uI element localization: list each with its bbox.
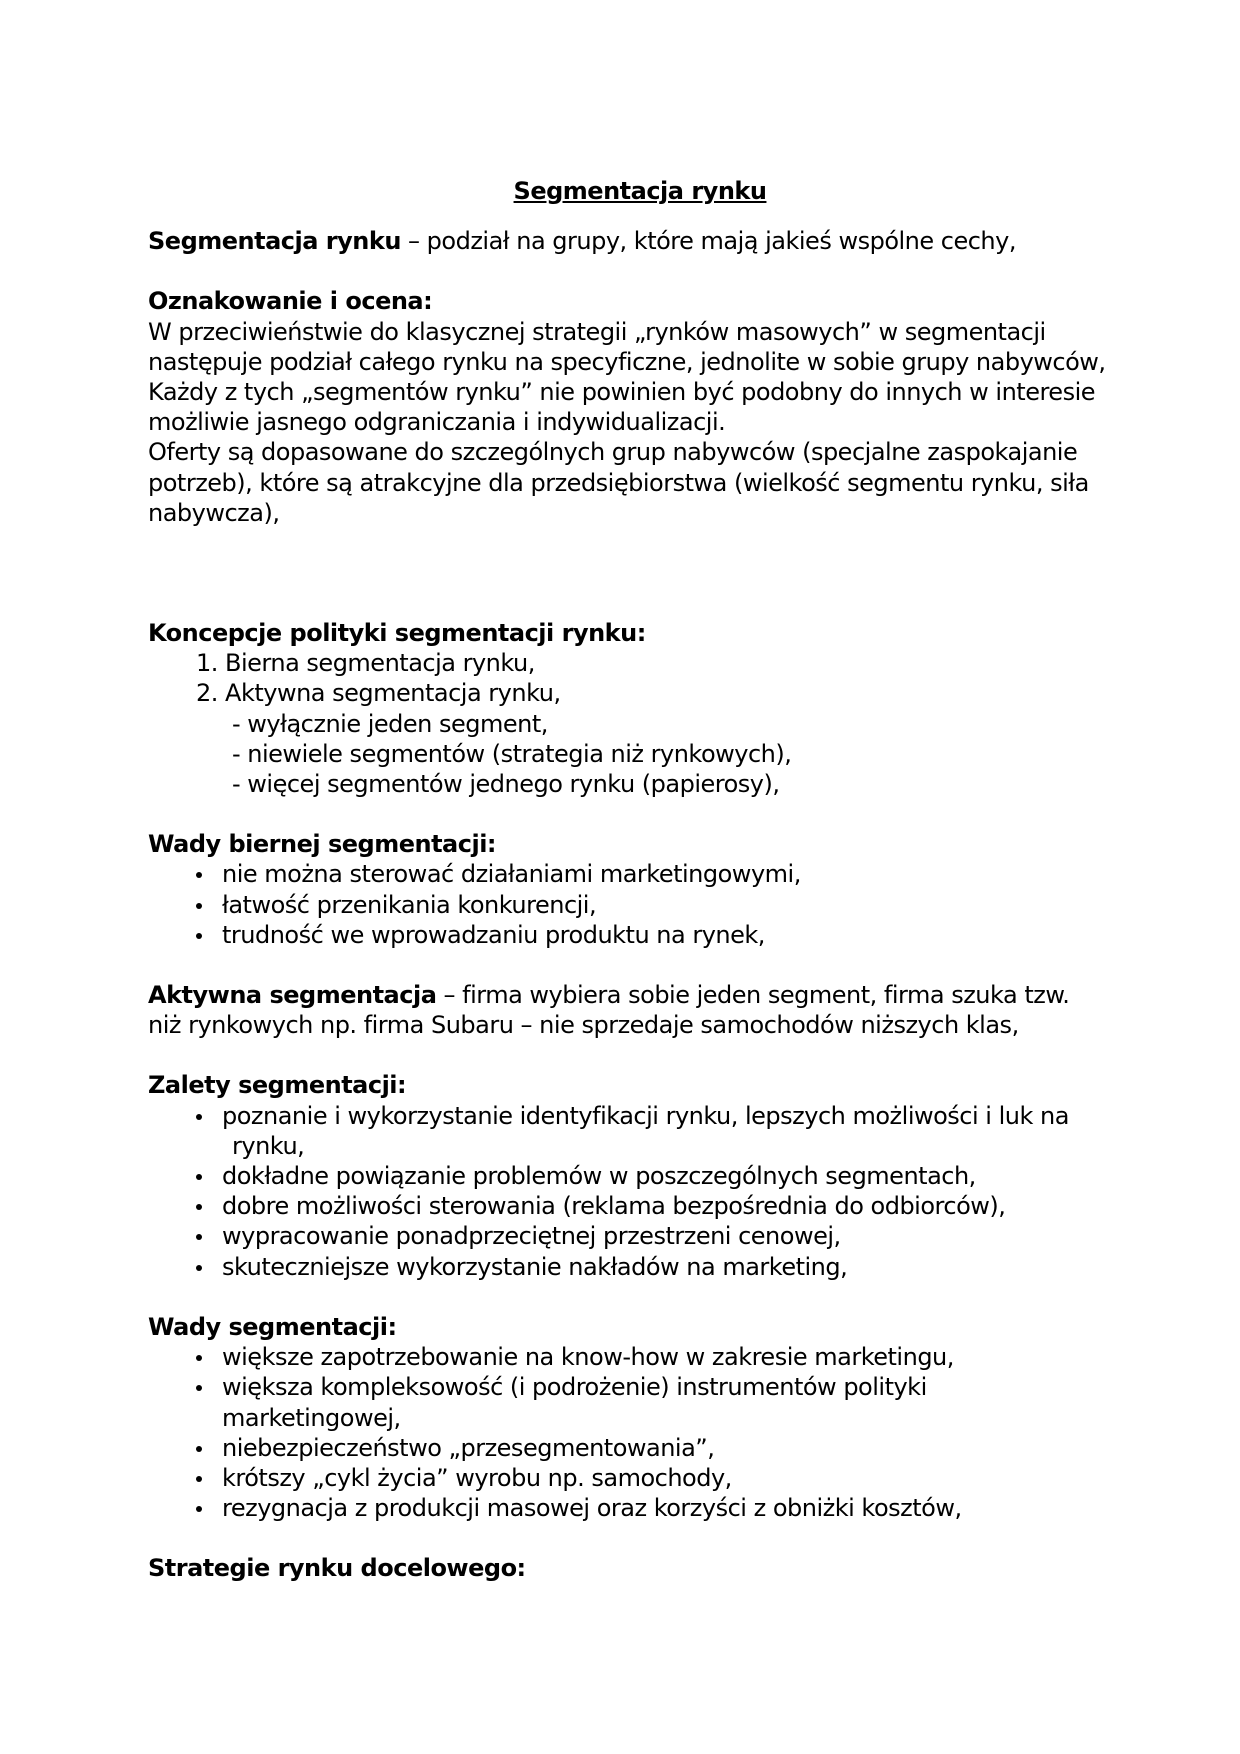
bullet-icon [196, 1506, 202, 1512]
document-title: Segmentacja rynku [513, 177, 767, 205]
list-item: 2. Aktywna segmentacja rynku, [196, 679, 561, 708]
oznakowanie-paragraph-2: Oferty są dopasowane do szczególnych grup nabywców (specjalne zaspokajanie potrzeb), które są atrakcyjne dla przedsiębiorstwa (wielkość segmentu rynku, siła nabywcza), [148, 438, 1089, 527]
bullet-icon [196, 1385, 202, 1391]
koncepcje-sublist [148, 709, 1108, 800]
bullet-icon [196, 1476, 202, 1482]
list-item: łatwość przenikania konkurencji, [192, 890, 1108, 920]
list-item: dobre możliwości sterowania (reklama bezpośrednia do odbiorców), [192, 1191, 1108, 1221]
list-item: nie można sterować działaniami marketingowymi, [192, 859, 1108, 889]
list-item: rezygnacja z produkcji masowej oraz korzyści z obniżki kosztów, [192, 1493, 1108, 1523]
bullet-icon [196, 1234, 202, 1240]
bullet-icon [196, 933, 202, 939]
bullet-icon [196, 1114, 202, 1120]
wady-heading: Wady segmentacji: [148, 1312, 397, 1341]
definition-term: Segmentacja rynku [148, 227, 401, 256]
oznakowanie-heading: Oznakowanie i ocena: [148, 287, 433, 316]
definition-text: – podział na grupy, które mają jakieś wspólne cechy, [400, 227, 1016, 256]
bullet-icon [196, 1204, 202, 1210]
bullet-icon [196, 903, 202, 909]
wady-biernej-heading: Wady biernej segmentacji: [148, 830, 497, 859]
bullet-icon [196, 872, 202, 878]
aktywna-term: Aktywna segmentacja [148, 981, 437, 1010]
koncepcje-heading: Koncepcje polityki segmentacji rynku: [148, 619, 646, 648]
strategie-heading: Strategie rynku docelowego: [148, 1554, 526, 1583]
aktywna-text: – firma wybiera sobie jeden segment, firma szuka tzw. niż rynkowych np. firma Subaru – nie sprzedaje samochodów niższych klas, [148, 981, 1070, 1040]
aktywna-paragraph [148, 980, 1108, 1040]
list-item: poznanie i wykorzystanie identyfikacji rynku, lepszych możliwości i luk na rynku, [192, 1101, 1108, 1161]
list-item: niebezpieczeństwo „przesegmentowania”, [192, 1433, 1108, 1463]
oznakowanie-paragraph-1: W przeciwieństwie do klasycznej strategii „rynków masowych” w segmentacji następuje podział całego rynku na specyficzne, jednolite w sobie grupy nabywców, Każdy z tych „segmentów rynku” nie powinien być podobny do innych w interesie możliwie jasnego odgraniczania i indywidualizacji. [148, 317, 1106, 437]
document-page [148, 176, 1108, 1584]
list-item: większe zapotrzebowanie na know-how w zakresie marketingu, [192, 1342, 1108, 1372]
list-item: dokładne powiązanie problemów w poszczególnych segmentach, [192, 1161, 1108, 1191]
list-item: - wyłącznie jeden segment, [232, 709, 548, 738]
list-item: - więcej segmentów jednego rynku (papierosy), [232, 770, 780, 799]
list-item: krótszy „cykl życia” wyrobu np. samochody, [192, 1463, 1108, 1493]
list-item: - niewiele segmentów (strategia niż rynkowych), [232, 739, 792, 768]
list-item: wypracowanie ponadprzeciętnej przestrzeni cenowej, [192, 1221, 1108, 1251]
definition-paragraph [148, 226, 1108, 256]
list-item: skuteczniejsze wykorzystanie nakładów na marketing, [192, 1252, 1108, 1282]
list-item: większa kompleksowość (i podrożenie) instrumentów polityki marketingowej, [192, 1372, 1108, 1432]
zalety-heading: Zalety segmentacji: [148, 1071, 407, 1100]
bullet-icon [196, 1446, 202, 1452]
bullet-icon [196, 1265, 202, 1271]
bullet-icon [196, 1174, 202, 1180]
list-item: trudność we wprowadzaniu produktu na rynek, [192, 920, 1108, 950]
wady-biernej-list [148, 859, 1108, 950]
zalety-list [148, 1101, 1108, 1282]
wady-list [148, 1342, 1108, 1523]
koncepcje-list [148, 648, 1108, 708]
bullet-icon [196, 1355, 202, 1361]
list-item: 1. Bierna segmentacja rynku, [196, 649, 535, 678]
